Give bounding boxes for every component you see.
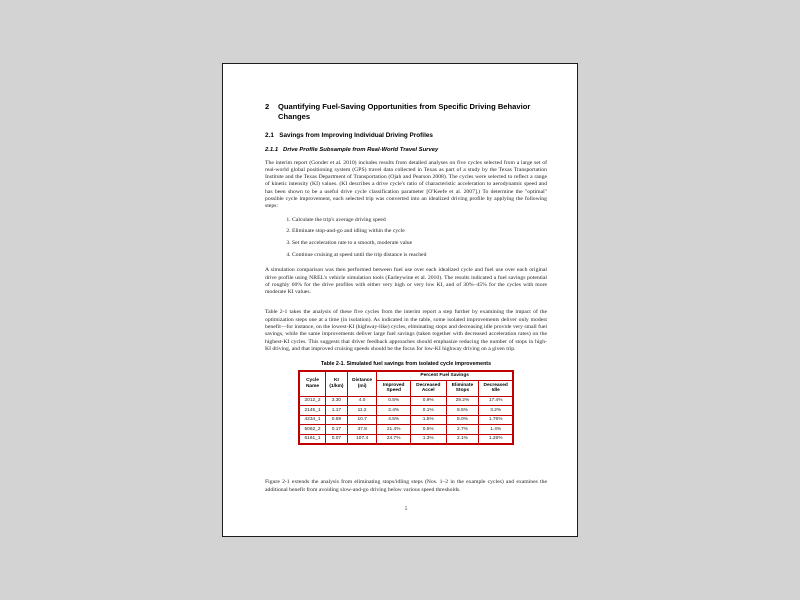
cell-eliminate-stops: 8.0% <box>446 415 479 425</box>
column-header-cycle-name: Cycle Name <box>299 371 326 396</box>
cell-ki: 0.17 <box>326 425 348 435</box>
cell-improved-speed: 2.4% <box>377 406 411 416</box>
table-row <box>299 396 513 406</box>
column-group-percent-fuel-savings: Percent Fuel Savings <box>377 371 513 381</box>
cell-decreased-idle: 3.2% <box>479 406 513 416</box>
cell-improved-speed: 21.4% <box>377 425 411 435</box>
optimization-steps-list <box>265 217 547 260</box>
cell-decreased-idle: 1.4% <box>479 425 513 435</box>
cell-decreased-accel: 1.3% <box>411 434 447 444</box>
cell-eliminate-stops: 8.5% <box>446 406 479 416</box>
paragraph-simulation-results: A simulation comparison was then performed between fuel use over each idealized cycle and fuel use over each original drive profile using NREL's vehicle simulation tools (Earleywine et al. 2010). The results indicated a fuel savings potential of roughly 60% for the drive profiles with either very high or very low KI, and of 30%–45% for the cycles with more moderate KI values. <box>265 267 547 296</box>
cell-distance: 37.8 <box>347 425 377 435</box>
page-content <box>265 102 547 512</box>
page-number: 5 <box>404 506 408 513</box>
cell-ki: 0.59 <box>326 415 348 425</box>
cell-cycle-name: 4234_1 <box>299 415 326 425</box>
table-row <box>299 415 513 425</box>
cell-eliminate-stops: 29.2% <box>446 396 479 406</box>
section-number: 2 <box>265 102 270 111</box>
list-item: 1. Calculate the trip's average driving speed <box>292 217 547 224</box>
cell-distance: 107.4 <box>347 434 377 444</box>
table-row <box>299 425 513 435</box>
column-header-decreased-accel: Decreased Accel <box>411 381 447 396</box>
cell-distance: 4.0 <box>347 396 377 406</box>
cell-cycle-name: 2145_1 <box>299 406 326 416</box>
cell-decreased-idle: 1.25% <box>479 434 513 444</box>
table-row <box>299 406 513 416</box>
paragraph-intro: The interim report (Gonder et al. 2010) includes results from detailed analyses on five cycles selected from a large set of real-world global positioning system (GPS) travel data collected in Texas as part of a study by the Texas Transportation Institute and the Texas Department of Transportation (Ojah and Pearson 2008). The cycles were selected to reflect a range of kinetic intensity (KI) values. (KI describes a drive cycle's ratio of characteristic acceleration to aerodynamic speed and has been shown to be a useful drive cycle classification parameter [O'Keefe et al. 2007].) To determine the "optimal" possible cycle improvement, each selected trip was converted into an idealized driving profile by applying the following steps: <box>265 159 547 210</box>
cell-improved-speed: 4.5% <box>377 415 411 425</box>
cell-eliminate-stops: 2.7% <box>446 425 479 435</box>
table-caption: Table 2-1. Simulated fuel savings from isolated cycle improvements <box>320 361 492 368</box>
cell-cycle-name: 2012_2 <box>299 396 326 406</box>
paragraph-table-discussion: Table 2-1 takes the analysis of these five cycles from the interim report a step further by examining the impact of the optimization steps one at a time (in isolation). As indicated in the table, some isolated improvements deliver only modest benefit—for instance, on the lowest-KI (highway-like) cycles, eliminating stops and decreasing idle provide very small fuel savings, while the same improvements deliver large fuel savings (taken together with decreased acceleration rates) on the highest-KI cycles. This suggests that driver feedback approaches should emphasize reducing the number of stops in high-KI driving, and that improved cruising speeds should be the focus for low-KI highway driving on a given trip. <box>265 309 547 352</box>
subsubsection-heading: 2.1.1 Drive Profile Subsample from Real-World Travel Survey <box>265 146 439 153</box>
cell-improved-speed: 0.5% <box>377 396 411 406</box>
section-heading <box>265 102 547 121</box>
cell-ki: 0.07 <box>326 434 348 444</box>
cell-eliminate-stops: 2.1% <box>446 434 479 444</box>
table-header <box>299 371 513 396</box>
document-page <box>222 63 578 537</box>
column-header-eliminate-stops: Eliminate Stops <box>446 381 479 396</box>
cell-decreased-idle: 1.75% <box>479 415 513 425</box>
cell-decreased-accel: 1.5% <box>411 415 447 425</box>
cell-ki: 1.17 <box>326 406 348 416</box>
cell-decreased-idle: 17.4% <box>479 396 513 406</box>
cell-decreased-accel: 0.5% <box>411 425 447 435</box>
cell-ki: 3.30 <box>326 396 348 406</box>
column-header-distance: Distance (mi) <box>347 371 377 396</box>
list-item: 4. Continue cruising at speed until the trip distance is reached <box>292 252 547 259</box>
cell-improved-speed: 24.7% <box>377 434 411 444</box>
column-header-improved-speed: Improved Speed <box>377 381 411 396</box>
subsection-heading: 2.1 Savings from Improving Individual Driving Profiles <box>265 132 433 139</box>
fuel-savings-table <box>298 370 514 446</box>
section-title: Quantifying Fuel-Saving Opportunities from Specific Driving Behavior Changes <box>278 102 531 121</box>
list-item: 3. Set the acceleration rate to a smooth, moderate value <box>292 240 547 247</box>
cell-cycle-name: 5062_2 <box>299 425 326 435</box>
column-header-decreased-idle: Decreased Idle <box>479 381 513 396</box>
cell-distance: 11.2 <box>347 406 377 416</box>
cell-cycle-name: 6161_1 <box>299 434 326 444</box>
column-header-ki: KI (1/km) <box>326 371 348 396</box>
paragraph-figure-reference: Figure 2-1 extends the analysis from eliminating stops/idling steps (Nos. 1–2 in the example cycles) and examines the additional benefit from avoiding slow-and-go driving below various speed thresholds. <box>265 479 547 493</box>
table-row <box>299 434 513 444</box>
cell-decreased-accel: 0.9% <box>411 396 447 406</box>
cell-distance: 10.7 <box>347 415 377 425</box>
cell-decreased-accel: 0.1% <box>411 406 447 416</box>
list-item: 2. Eliminate stop-and-go and idling within the cycle <box>292 228 547 235</box>
